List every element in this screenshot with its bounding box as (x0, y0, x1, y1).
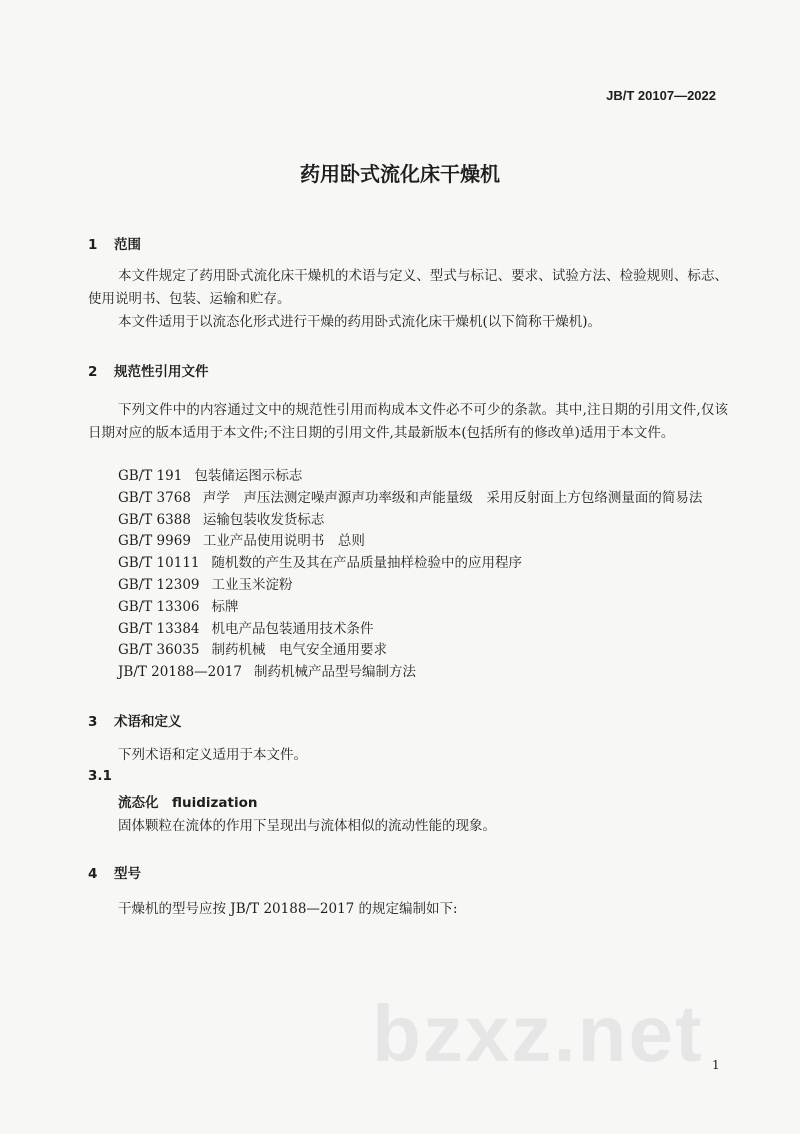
reference-item (118, 617, 374, 637)
reference-code: GB/T 13384 (118, 620, 200, 637)
reference-item (118, 464, 302, 484)
document-title: 药用卧式流化床干燥机 (300, 162, 500, 186)
watermark: bzxz.net (372, 989, 704, 1078)
section-title: 型号 (114, 866, 141, 882)
reference-title: 制药机械 电气安全通用要求 (211, 642, 387, 659)
page-number: 1 (712, 1058, 720, 1072)
standard-number: JB/T 20107—2022 (606, 88, 716, 103)
reference-title: 工业玉米淀粉 (211, 577, 293, 593)
reference-code: GB/T 3768 (118, 489, 191, 506)
reference-title: 标牌 (211, 598, 239, 615)
section-title: 术语和定义 (114, 714, 182, 730)
paragraph: 下列文件中的内容通过文中的规范性引用而构成本文件必不可少的条款。其中,注日期的引用文件,仅该日期对应的版本适用于本文件;不注日期的引用文件,其最新版本(包括所有的修改单)适用于本文件。 (88, 402, 728, 441)
reference-item (118, 638, 387, 658)
paragraph: 干燥机的型号应按 JB/T 20188—2017 的规定编制如下: (118, 901, 458, 917)
reference-title: 随机数的产生及其在产品质量抽样检验中的应用程序 (211, 555, 522, 572)
reference-code: GB/T 36035 (118, 642, 200, 659)
reference-title: 制药机械产品型号编制方法 (253, 664, 416, 681)
reference-item (118, 660, 416, 680)
reference-item (118, 573, 293, 593)
section-number: 3 (88, 714, 98, 730)
reference-title: 运输包装收发货标志 (202, 511, 325, 528)
section-number: 2 (88, 364, 98, 380)
paragraph: 本文件规定了药用卧式流化床干燥机的术语与定义、型式与标记、要求、试验方法、检验规则、标志、使用说明书、包装、运输和贮存。 (88, 268, 728, 307)
section-2-heading (88, 360, 209, 380)
reference-title: 机电产品包装通用技术条件 (211, 620, 374, 637)
reference-code: GB/T 191 (118, 468, 183, 484)
reference-item (118, 595, 239, 615)
term-name: 流态化 fluidization (118, 795, 258, 811)
section-number: 4 (88, 866, 98, 882)
section-number: 1 (88, 237, 98, 253)
section-3-heading (88, 710, 182, 730)
paragraph: 本文件适用于以流态化形式进行干燥的药用卧式流化床干燥机(以下简称干燥机)。 (118, 314, 602, 330)
reference-item (118, 508, 324, 528)
section-title: 规范性引用文件 (114, 364, 209, 380)
reference-item (118, 486, 702, 506)
reference-code: JB/T 20188—2017 (118, 664, 242, 681)
reference-code: GB/T 13306 (118, 598, 200, 615)
section-1-heading (88, 233, 141, 253)
paragraph: 下列术语和定义适用于本文件。 (118, 747, 307, 763)
clause-number: 3.1 (88, 768, 112, 784)
reference-code: GB/T 9969 (118, 533, 191, 550)
reference-code: GB/T 12309 (118, 577, 200, 593)
term-definition: 固体颗粒在流体的作用下呈现出与流体相似的流动性能的现象。 (118, 818, 496, 834)
reference-title: 声学 声压法测定噪声源声功率级和声能量级 采用反射面上方包络测量面的简易法 (202, 489, 703, 506)
section-4-heading (88, 862, 141, 882)
reference-title: 工业产品使用说明书 总则 (202, 533, 365, 550)
reference-item (118, 551, 522, 571)
section-title: 范围 (114, 237, 141, 253)
reference-code: GB/T 6388 (118, 511, 191, 528)
reference-title: 包装储运图示标志 (194, 468, 303, 484)
reference-code: GB/T 10111 (118, 555, 200, 572)
reference-item (118, 529, 365, 549)
